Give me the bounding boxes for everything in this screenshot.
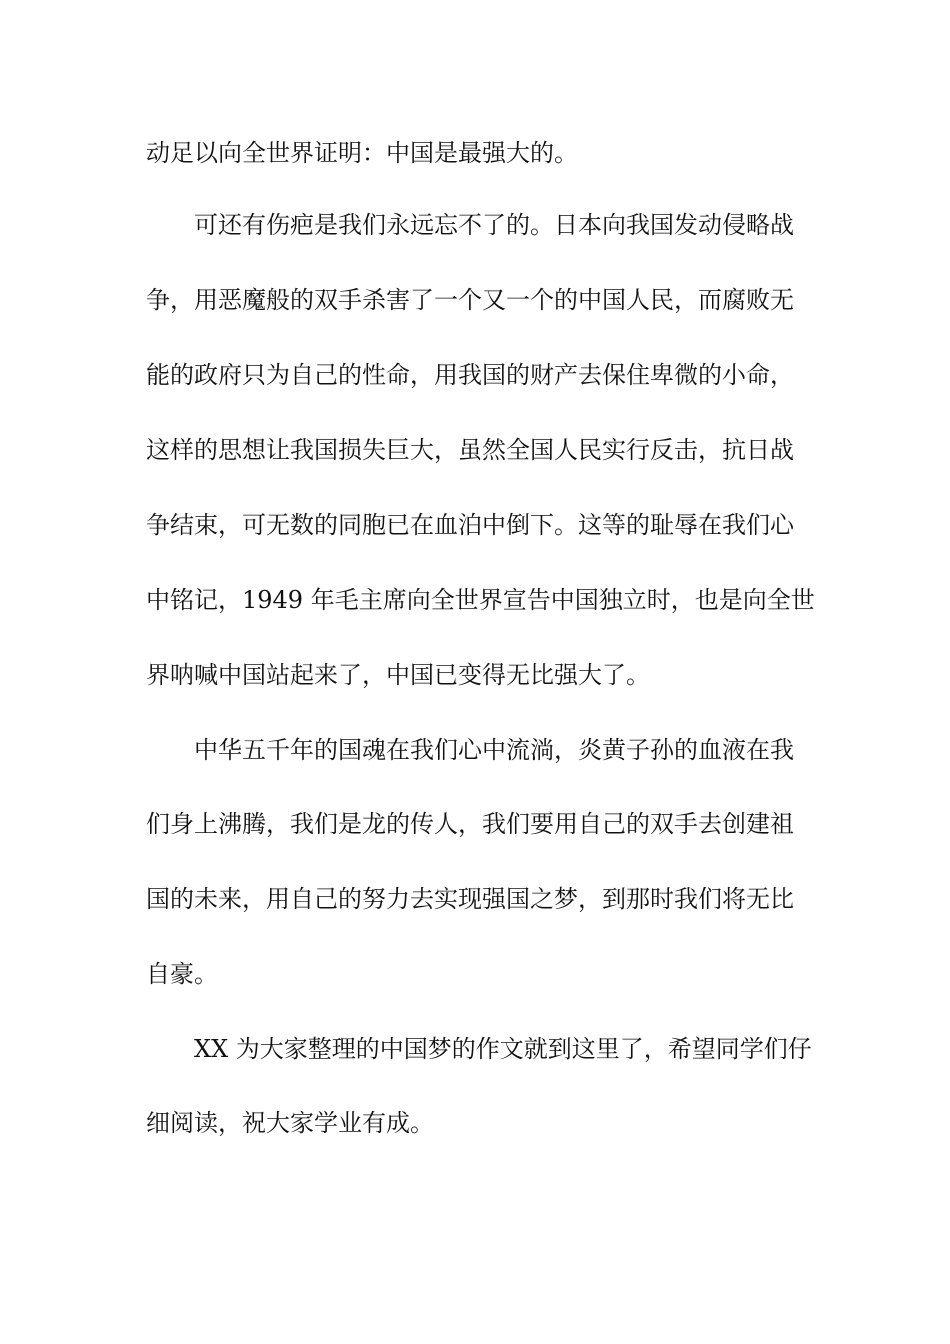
text-line: 争结束，可无数的同胞已在血泊中倒下。这等的耻辱在我们心 <box>146 511 794 539</box>
text-line: 细阅读，祝大家学业有成。 <box>146 1109 434 1137</box>
text-line: 能的政府只为自己的性命，用我国的财产去保住卑微的小命， <box>146 361 794 389</box>
text-line: 争，用恶魔般的双手杀害了一个又一个的中国人民，而腐败无 <box>146 286 794 314</box>
text-line: 动足以向全世界证明：中国是最强大的。 <box>146 139 578 167</box>
text-line: 自豪。 <box>146 960 218 988</box>
text-line: 们身上沸腾，我们是龙的传人，我们要用自己的双手去创建祖 <box>146 810 794 838</box>
text-line: 国的未来，用自己的努力去实现强国之梦，到那时我们将无比 <box>146 885 794 913</box>
paragraph-start-line: 可还有伤疤是我们永远忘不了的。日本向我国发动侵略战 <box>194 211 794 239</box>
paragraph-start-line: 中华五千年的国魂在我们心中流淌，炎黄子孙的血液在我 <box>194 736 794 764</box>
text-line: 中铭记，1949 年毛主席向全世界宣告中国独立时，也是向全世 <box>146 586 815 614</box>
text-line: 界呐喊中国站起来了，中国已变得无比强大了。 <box>146 661 650 689</box>
text-line: 这样的思想让我国损失巨大，虽然全国人民实行反击，抗日战 <box>146 436 794 464</box>
paragraph-start-line: XX 为大家整理的中国梦的作文就到这里了，希望同学们仔 <box>194 1035 812 1063</box>
